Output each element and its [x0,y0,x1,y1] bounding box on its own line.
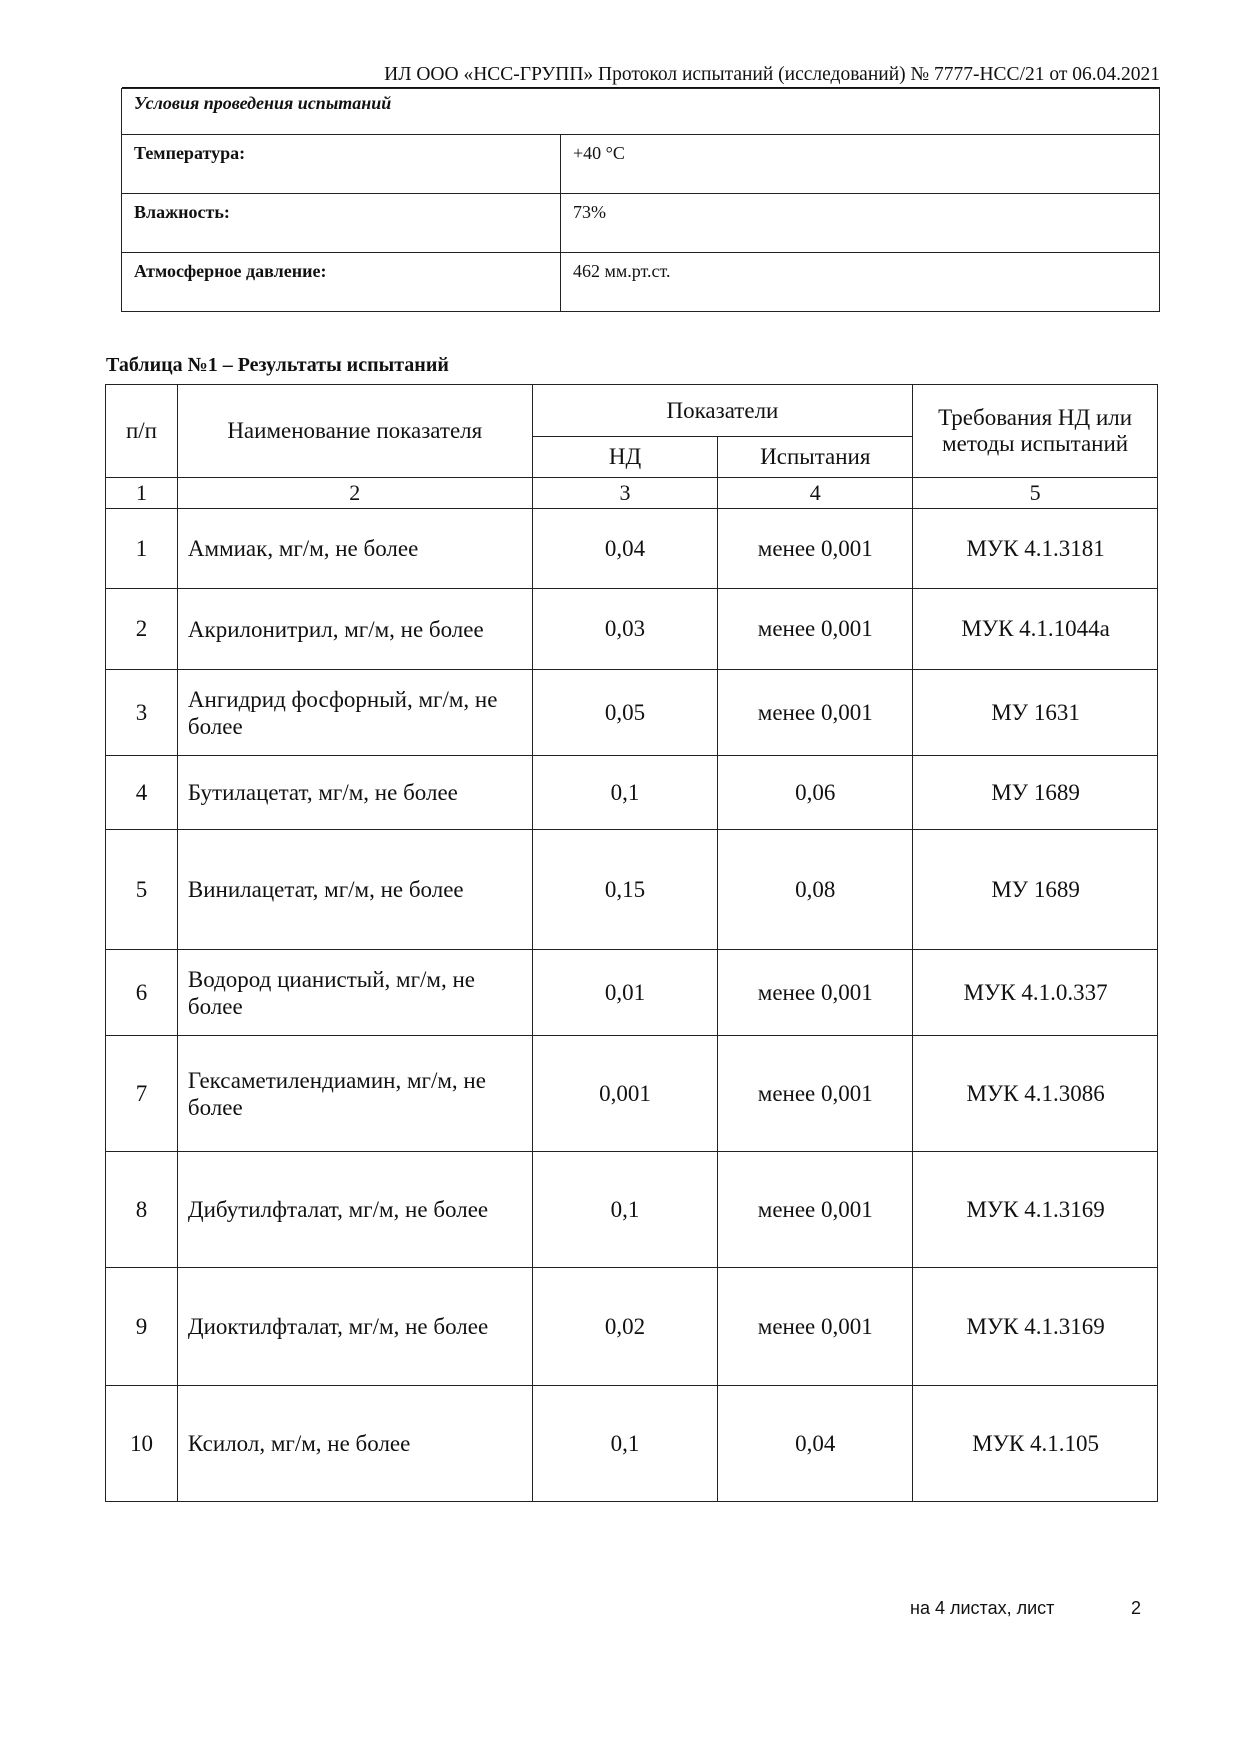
column-number: 4 [718,478,913,509]
row-test: менее 0,001 [718,950,913,1036]
row-method: МУК 4.1.3169 [913,1152,1158,1268]
protocol-header: ИЛ ООО «НСС-ГРУПП» Протокол испытаний (исследований) № 7777-НСС/21 от 06.04.2021 [122,64,1160,88]
row-num: 8 [106,1152,178,1268]
row-name: Водород цианистый, мг/м, не более [177,950,532,1036]
row-test: менее 0,001 [718,589,913,670]
row-num: 3 [106,670,178,756]
row-method: МУ 1689 [913,830,1158,950]
row-nd: 0,04 [532,509,718,589]
row-num: 5 [106,830,178,950]
table-row [106,756,1158,830]
row-num: 1 [106,509,178,589]
row-nd: 0,01 [532,950,718,1036]
table-row [106,1036,1158,1152]
temperature-value: +40 °С [561,135,1160,194]
row-num: 9 [106,1268,178,1386]
row-test: 0,06 [718,756,913,830]
row-test: менее 0,001 [718,1152,913,1268]
row-method: МУК 4.1.1044а [913,589,1158,670]
row-method: МУ 1689 [913,756,1158,830]
row-nd: 0,05 [532,670,718,756]
table-row [106,1386,1158,1502]
row-num: 6 [106,950,178,1036]
row-nd: 0,03 [532,589,718,670]
conditions-title: Условия проведения испытаний [122,89,1160,135]
row-method: МУК 4.1.105 [913,1386,1158,1502]
humidity-value: 73% [561,194,1160,253]
row-name: Акрилонитрил, мг/м, не более [177,589,532,670]
conditions-row [122,253,1160,312]
header-nd: НД [532,437,718,478]
pressure-label: Атмосферное давление: [122,253,561,312]
row-num: 4 [106,756,178,830]
row-method: МУ 1631 [913,670,1158,756]
results-table [105,384,1158,1502]
table-row [106,1152,1158,1268]
conditions-row [122,135,1160,194]
conditions-row [122,194,1160,253]
row-num: 10 [106,1386,178,1502]
row-method: МУК 4.1.3086 [913,1036,1158,1152]
row-num: 7 [106,1036,178,1152]
row-name: Дибутилфталат, мг/м, не более [177,1152,532,1268]
table-row [106,950,1158,1036]
header-name: Наименование показателя [177,385,532,478]
column-number: 1 [106,478,178,509]
header-test: Испытания [718,437,913,478]
temperature-label: Температура: [122,135,561,194]
pressure-value: 462 мм.рт.ст. [561,253,1160,312]
footer-page-number: 2 [1131,1598,1142,1618]
row-nd: 0,1 [532,1386,718,1502]
column-number: 5 [913,478,1158,509]
results-table-caption: Таблица №1 – Результаты испытаний [106,354,449,376]
row-nd: 0,001 [532,1036,718,1152]
row-test: 0,08 [718,830,913,950]
row-method: МУК 4.1.3181 [913,509,1158,589]
footer-sheets-label: на 4 листах, лист [910,1598,1055,1618]
row-nd: 0,15 [532,830,718,950]
row-name: Диоктилфталат, мг/м, не более [177,1268,532,1386]
row-nd: 0,1 [532,1152,718,1268]
row-name: Аммиак, мг/м, не более [177,509,532,589]
table-row [106,589,1158,670]
header-num: п/п [106,385,178,478]
humidity-label: Влажность: [122,194,561,253]
row-name: Винилацетат, мг/м, не более [177,830,532,950]
row-name: Гексаметилендиамин, мг/м, не более [177,1036,532,1152]
table-row [106,509,1158,589]
row-test: менее 0,001 [718,1036,913,1152]
row-nd: 0,02 [532,1268,718,1386]
row-test: 0,04 [718,1386,913,1502]
row-test: менее 0,001 [718,1268,913,1386]
row-name: Бутилацетат, мг/м, не более [177,756,532,830]
column-number: 2 [177,478,532,509]
header-requirements: Требования НД или методы испытаний [913,385,1158,478]
table-row [106,830,1158,950]
row-method: МУК 4.1.3169 [913,1268,1158,1386]
row-name: Ксилол, мг/м, не более [177,1386,532,1502]
table-row [106,670,1158,756]
row-nd: 0,1 [532,756,718,830]
row-name: Ангидрид фосфорный, мг/м, не более [177,670,532,756]
column-numbers-row [106,478,1158,509]
row-method: МУК 4.1.0.337 [913,950,1158,1036]
row-test: менее 0,001 [718,670,913,756]
row-test: менее 0,001 [718,509,913,589]
table-row [106,1268,1158,1386]
conditions-table [121,88,1160,312]
header-indicators: Показатели [532,385,913,437]
row-num: 2 [106,589,178,670]
column-number: 3 [532,478,718,509]
